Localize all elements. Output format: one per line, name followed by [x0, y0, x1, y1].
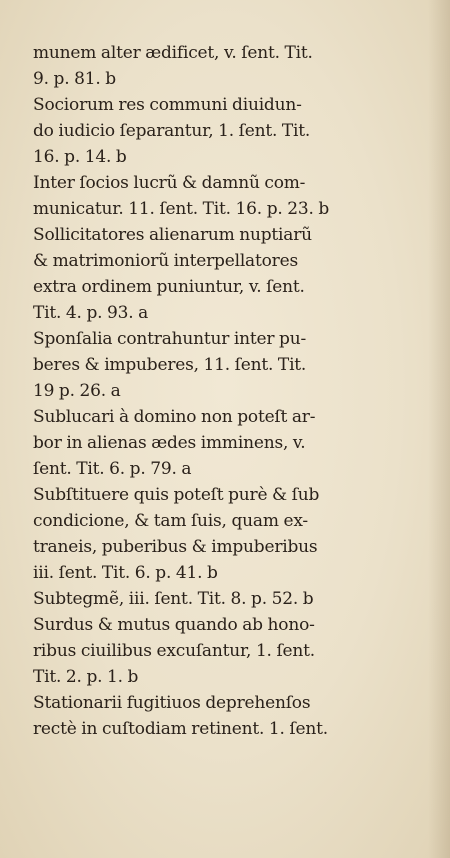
index-line-20: traneis, puberibus & impuberibus	[33, 537, 318, 557]
index-line-3: Sociorum res communi diuidun-	[33, 95, 302, 115]
index-line-18: Subſtituere quis poteſt purè & ſub	[33, 485, 320, 505]
index-line-10: extra ordinem puniuntur, v. ſent.	[33, 277, 305, 297]
index-line-9: & matrimoniorũ interpellatores	[33, 251, 298, 271]
index-line-27: rectè in cuſtodiam retinent. 1. ſent.	[33, 719, 328, 739]
index-line-4: do iudicio ſeparantur, 1. ſent. Tit.	[33, 121, 311, 141]
page-edge-shadow	[428, 0, 450, 858]
index-line-5: 16. p. 14. b	[33, 147, 127, 167]
index-line-1: munem alter ædificet, v. ſent. Tit.	[33, 43, 313, 63]
index-line-12: Sponſalia contrahuntur inter pu-	[33, 329, 306, 349]
index-line-14: 19 p. 26. a	[33, 381, 121, 401]
index-line-24: ribus ciuilibus excuſantur, 1. ſent.	[33, 641, 315, 661]
index-line-13: beres & impuberes, 11. ſent. Tit.	[33, 355, 307, 375]
index-line-25: Tit. 2. p. 1. b	[33, 667, 139, 687]
index-line-15: Sublucari à domino non poteſt ar-	[33, 407, 316, 427]
index-line-8: Sollicitatores alienarum nuptiarũ	[33, 225, 312, 245]
index-line-2: 9. p. 81. b	[33, 69, 116, 89]
index-line-22: Subtegmẽ, iii. ſent. Tit. 8. p. 52. b	[33, 589, 314, 609]
index-line-26: Stationarii fugitiuos deprehenſos	[33, 693, 311, 713]
index-line-21: iii. ſent. Tit. 6. p. 41. b	[33, 563, 218, 583]
index-line-17: ſent. Tit. 6. p. 79. a	[33, 459, 192, 479]
index-line-19: condicione, & tam ſuis, quam ex-	[33, 511, 308, 531]
index-line-23: Surdus & mutus quando ab hono-	[33, 615, 315, 635]
index-line-11: Tit. 4. p. 93. a	[33, 303, 149, 323]
index-line-7: municatur. 11. ſent. Tit. 16. p. 23. b	[33, 199, 330, 219]
index-line-6: Inter ſocios lucrũ & damnũ com-	[33, 173, 306, 193]
index-line-16: bor in alienas ædes imminens, v.	[33, 433, 306, 453]
